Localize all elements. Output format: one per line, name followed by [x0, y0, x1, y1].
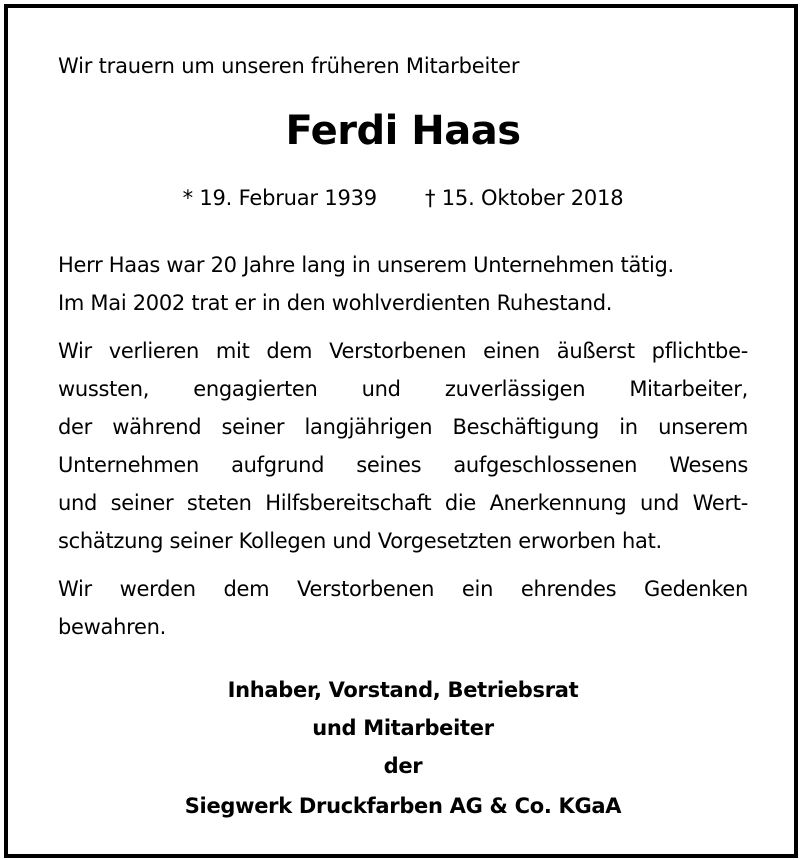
paragraph-tribute	[58, 332, 748, 560]
death-date: † 15. Oktober 2018	[424, 186, 624, 210]
paragraph-line: und seiner steten Hilfsbereitschaft die Anerkennung und Wert-	[58, 491, 748, 515]
birth-date: * 19. Februar 1939	[182, 186, 377, 210]
signature-line: und Mitarbeiter	[312, 716, 494, 740]
paragraph-line: bewahren.	[58, 615, 166, 639]
deceased-name: Ferdi Haas	[285, 108, 521, 154]
paragraph-line: der während seiner langjährigen Beschäftigung in unserem	[58, 415, 748, 439]
paragraph-line: Unternehmen aufgrund seines aufgeschlossenen Wesens	[58, 453, 748, 477]
obituary-frame	[4, 4, 798, 858]
signature-line: der	[383, 754, 423, 778]
life-dates	[58, 186, 748, 210]
paragraph-remembrance	[58, 570, 748, 646]
paragraph-line: Im Mai 2002 trat er in den wohlverdienten Ruhestand.	[58, 291, 613, 315]
signature-company: Siegwerk Druckfarben AG & Co. KGaA	[184, 794, 622, 818]
intro-text: Wir trauern um unseren früheren Mitarbeiter	[58, 54, 520, 78]
paragraph-line: Wir werden dem Verstorbenen ein ehrendes Gedenken	[58, 577, 748, 601]
paragraph-line: schätzung seiner Kollegen und Vorgesetzten erworben hat.	[58, 529, 662, 553]
paragraph-line: Wir verlieren mit dem Verstorbenen einen äußerst pflichtbe-	[58, 339, 748, 363]
signature-line: Inhaber, Vorstand, Betriebsrat	[227, 678, 579, 702]
paragraph-line: Herr Haas war 20 Jahre lang in unserem Unternehmen tätig.	[58, 253, 674, 277]
paragraph-line: wussten, engagierten und zuverlässigen Mitarbeiter,	[58, 377, 748, 401]
paragraph-tenure	[58, 246, 748, 322]
